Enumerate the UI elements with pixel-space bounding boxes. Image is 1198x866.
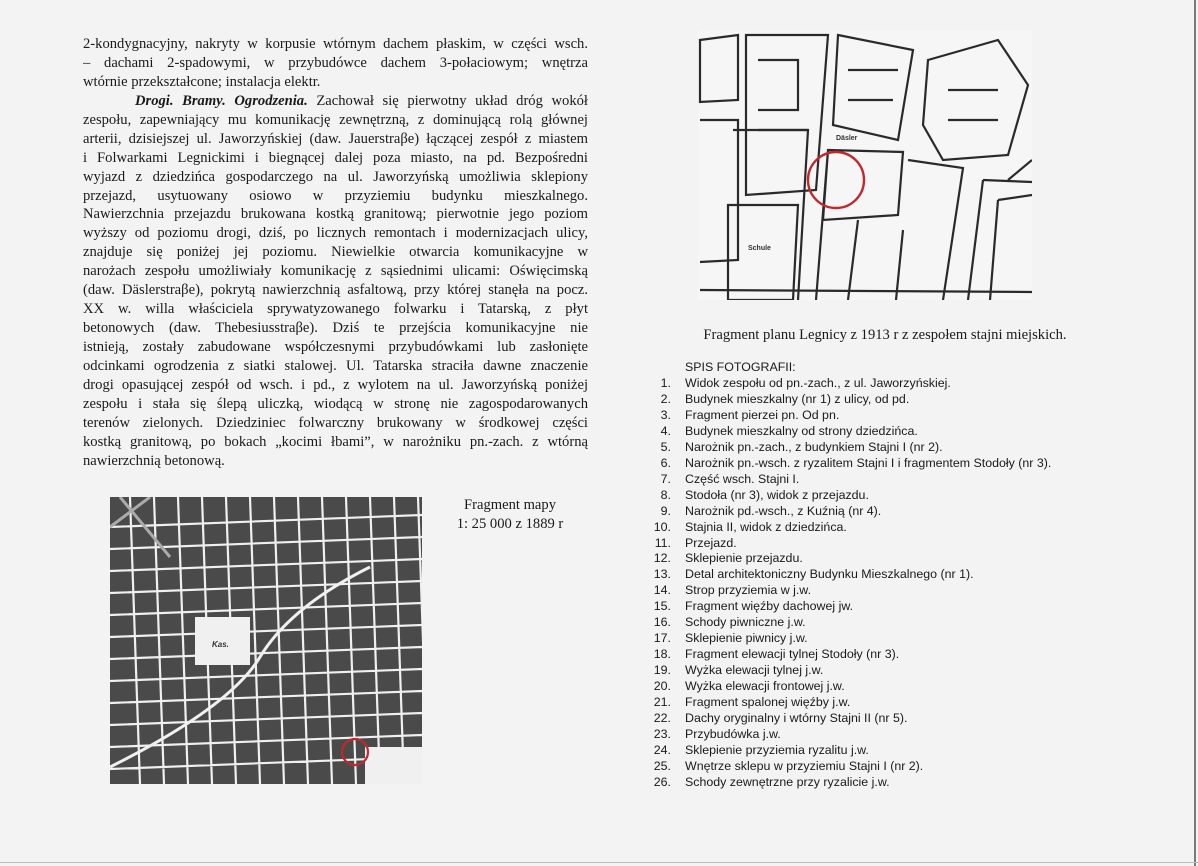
- list-item-text: Stodoła (nr 3), widok z przejazdu.: [685, 487, 869, 502]
- list-item-text: Fragment więźby dachowej jw.: [685, 599, 854, 614]
- list-item: [640, 424, 1051, 440]
- list-item: [640, 599, 1051, 615]
- text-line-content: zespołu i stała się ślepą uliczką, wiodącą w stronę nie zagospodarowanych: [83, 395, 588, 412]
- text-line: [83, 187, 588, 206]
- text-line-content: odcinkami ogrodzenia z siatki stalowej. Ul. Tatarska straciła dawne znaczenie: [83, 357, 588, 374]
- list-item: [640, 727, 1051, 743]
- scan-edge-bottom: [0, 862, 1198, 863]
- list-item: [640, 472, 1051, 488]
- text-line-content: wtórnie przekształcone; instalacja elektr.: [83, 73, 321, 90]
- text-line: [83, 319, 588, 338]
- section-heading: Drogi. Bramy. Ogrodzenia.: [135, 92, 308, 109]
- text-line-content: istnieją, zostały zabudowane współczesnymi przybudówkami lub zasłonięte: [83, 339, 588, 355]
- text-line: [83, 452, 588, 471]
- text-line: [83, 92, 588, 111]
- list-item-number: 20.: [653, 679, 671, 694]
- text-line: [83, 205, 588, 224]
- map-1889-label: Kas.: [212, 640, 229, 649]
- map-1913-image: [698, 30, 1032, 300]
- photo-list: [640, 359, 1051, 791]
- text-line-content: Zachował się pierwotny układ dróg wokół: [316, 92, 588, 109]
- text-line: [83, 224, 588, 243]
- list-item: [640, 567, 1051, 583]
- list-item-number: 2.: [660, 391, 671, 406]
- text-line: [83, 149, 588, 168]
- list-item-number: 18.: [653, 647, 671, 662]
- list-item: [640, 759, 1051, 775]
- list-item-number: 3.: [660, 407, 671, 422]
- list-item: [640, 647, 1051, 663]
- text-line-content: przejazd, usytuowany osiowo w przyziemiu budynku mieszkalnego.: [83, 187, 588, 204]
- list-item: [640, 695, 1051, 711]
- text-line-content: – dachami 2-spadowymi, w przybudówce dachem 3-połaciowym; wnętrza: [83, 54, 588, 71]
- list-item-text: Narożnik pn.-wsch. z ryzalitem Stajni I i fragmentem Stodoły (nr 3).: [685, 455, 1052, 470]
- list-item: [640, 408, 1051, 424]
- caption-scale: 1: 25 000 z 1889 r: [456, 516, 564, 532]
- text-line-content: terenów zielonych. Dziedziniec folwarczny brukowany w środkowej części: [83, 414, 588, 431]
- text-line: [83, 54, 588, 73]
- text-line-content: i Folwarkami Legnickimi i biegnącej dalej poza miasto, na pd. Bezpośredni: [83, 149, 588, 166]
- list-item-number: 17.: [653, 631, 671, 646]
- list-item-text: Przybudówka j.w.: [685, 726, 781, 741]
- text-line: [83, 433, 588, 452]
- list-item-number: 4.: [660, 423, 671, 438]
- list-item-number: 26.: [653, 774, 671, 789]
- text-line: [83, 130, 588, 149]
- text-line: [83, 35, 588, 54]
- list-item-number: 23.: [653, 726, 671, 741]
- list-item-number: 10.: [653, 519, 671, 534]
- list-item: [640, 376, 1051, 392]
- text-line-content: arterii, dzisiejszej ul. Jaworzyńskiej (daw. Jauerstraβe) łączącej zespół z miastem: [83, 130, 588, 147]
- map-1913-label-street: Däsler: [836, 135, 858, 142]
- list-item-number: 13.: [653, 567, 671, 582]
- list-item-number: 9.: [660, 503, 671, 518]
- text-line-content: Nawierzchnia przejazdu brukowana kostką granitową; pierwotnie jego poziom: [83, 206, 588, 223]
- map-1889-image: [110, 497, 422, 784]
- list-item-text: Sklepienie piwnicy j.w.: [685, 631, 808, 646]
- list-item-number: 24.: [653, 742, 671, 757]
- list-item-text: Schody zewnętrzne przy ryzalicie j.w.: [685, 774, 890, 789]
- text-line-content: nawierzchnią betonową.: [83, 452, 225, 469]
- list-item-number: 5.: [660, 439, 671, 454]
- list-item-text: Fragment elewacji tylnej Stodoły (nr 3).: [685, 647, 900, 662]
- list-item-text: Sklepienie przejazdu.: [685, 551, 803, 566]
- text-line-content: (daw. Däslerstraβe), pokrytą nawierzchnią asfaltową, przy której stanęła na pocz.: [83, 282, 588, 299]
- map-1913-label-school: Schule: [748, 245, 771, 252]
- text-line: [83, 357, 588, 376]
- list-item-text: Część wsch. Stajni I.: [685, 471, 800, 486]
- list-item-text: Stajnia II, widok z dziedzińca.: [685, 519, 847, 534]
- list-item-text: Fragment spalonej więźby j.w.: [685, 695, 851, 710]
- list-item-text: Dachy oryginalny i wtórny Stajni II (nr 5).: [685, 711, 908, 726]
- list-item-text: Budynek mieszkalny od strony dziedzińca.: [685, 423, 918, 438]
- list-item-number: 22.: [653, 711, 671, 726]
- text-line: [83, 243, 588, 262]
- text-line: [83, 395, 588, 414]
- list-item: [640, 504, 1051, 520]
- list-item-number: 19.: [653, 663, 671, 678]
- photo-list-title: SPIS FOTOGRAFII:: [685, 360, 796, 374]
- list-item-text: Schody piwniczne j.w.: [685, 615, 806, 630]
- list-item-text: Detal architektoniczny Budynku Mieszkalnego (nr 1).: [685, 567, 974, 582]
- list-item-number: 11.: [654, 535, 671, 550]
- list-item-number: 14.: [653, 583, 671, 598]
- list-item-text: Fragment pierzei pn. Od pn.: [685, 407, 840, 422]
- list-item-text: Sklepienie przyziemia ryzalitu j.w.: [685, 742, 869, 757]
- list-item: [640, 663, 1051, 679]
- text-line: [83, 111, 588, 130]
- text-line: [83, 168, 588, 187]
- text-line: [83, 338, 588, 357]
- body-text: [83, 35, 588, 471]
- text-line: [83, 376, 588, 395]
- list-item-number: 21.: [653, 695, 671, 710]
- list-item: [640, 775, 1051, 791]
- list-item-number: 15.: [653, 599, 671, 614]
- list-item: [640, 679, 1051, 695]
- text-line: [83, 73, 588, 92]
- text-line-content: betonowych (daw. Thebesiusstraβe). Dziś te przejścia komunikacyjne nie: [83, 320, 588, 337]
- list-item-number: 8.: [660, 487, 671, 502]
- list-item: [640, 392, 1051, 408]
- text-line-content: narożach zespołu umożliwiały komunikację z sąsiednimi ulicami: Oświęcimską: [83, 263, 588, 280]
- text-line-content: drogi opasującej zespół od wsch. i pd., z wylotem na ul. Jaworzyńską poniżej: [83, 376, 588, 393]
- list-item-number: 16.: [653, 615, 671, 630]
- list-item: [640, 615, 1051, 631]
- list-item: [640, 440, 1051, 456]
- list-item-number: 6.: [660, 455, 671, 470]
- list-item-text: Wyżka elewacji frontowej j.w.: [685, 679, 845, 694]
- list-item-text: Wnętrze sklepu w przyziemiu Stajni I (nr 2).: [685, 758, 924, 773]
- list-item: [640, 631, 1051, 647]
- list-item: [640, 743, 1051, 759]
- list-item-number: 7.: [660, 471, 671, 486]
- list-item: [640, 711, 1051, 727]
- list-item: [640, 583, 1051, 599]
- list-item: [640, 520, 1051, 536]
- list-item-text: Wyżka elewacji tylnej j.w.: [685, 663, 824, 678]
- list-item: [640, 456, 1051, 472]
- text-line-content: zespołu, zapewniający mu komunikację zewnętrzną, z dominującą rolą głównej: [83, 111, 588, 128]
- text-line-content: wyjazd z dziedzińca gospodarczego na ul. Jaworzyńską umożliwia sklepiony: [83, 168, 588, 185]
- list-item: [640, 536, 1051, 552]
- scan-edge-right: [1194, 0, 1196, 866]
- list-item-number: 25.: [653, 758, 671, 773]
- text-line: [83, 300, 588, 319]
- map-1889-caption: [430, 496, 590, 534]
- list-item-text: Narożnik pd.-wsch., z Kuźnią (nr 4).: [685, 503, 882, 518]
- text-line-content: XX w. willa właściciela sprywatyzowanego folwarku i Tatarską, z płyt: [83, 301, 588, 318]
- text-line: [83, 281, 588, 300]
- text-line-content: znajduje się poniżej jej poziomu. Niewielkie otwarcia komunikacyjne w: [83, 244, 588, 261]
- text-line: [83, 262, 588, 281]
- list-item-text: Widok zespołu od pn.-zach., z ul. Jaworzyńskiej.: [685, 376, 951, 390]
- list-item-text: Strop przyziemia w j.w.: [685, 583, 812, 598]
- list-item-text: Budynek mieszkalny (nr 1) z ulicy, od pd.: [685, 391, 910, 406]
- list-item: [640, 488, 1051, 504]
- list-item: [640, 551, 1051, 567]
- text-line: [83, 414, 588, 433]
- map-1913-caption: Fragment planu Legnicy z 1913 r z zespołem stajni miejskich.: [703, 327, 1067, 343]
- text-line-content: kostką granitową, po bokach „kocimi łbami”, w narożniku pn.-zach. z wtórną: [83, 433, 588, 450]
- list-item-number: 12.: [653, 551, 671, 566]
- list-item-number: 1.: [660, 376, 671, 390]
- text-line-content: wyższy od poziomu drogi, dziś, po licznych remontach i modernizacjach ulicy,: [83, 225, 588, 242]
- list-item-text: Przejazd.: [685, 535, 737, 550]
- caption-title: Fragment mapy: [463, 497, 556, 513]
- list-item-text: Narożnik pn.-zach., z budynkiem Stajni I (nr 2).: [685, 439, 943, 454]
- text-line-content: 2-kondygnacyjny, nakryty w korpusie wtórnym dachem płaskim, w części wsch.: [83, 36, 588, 52]
